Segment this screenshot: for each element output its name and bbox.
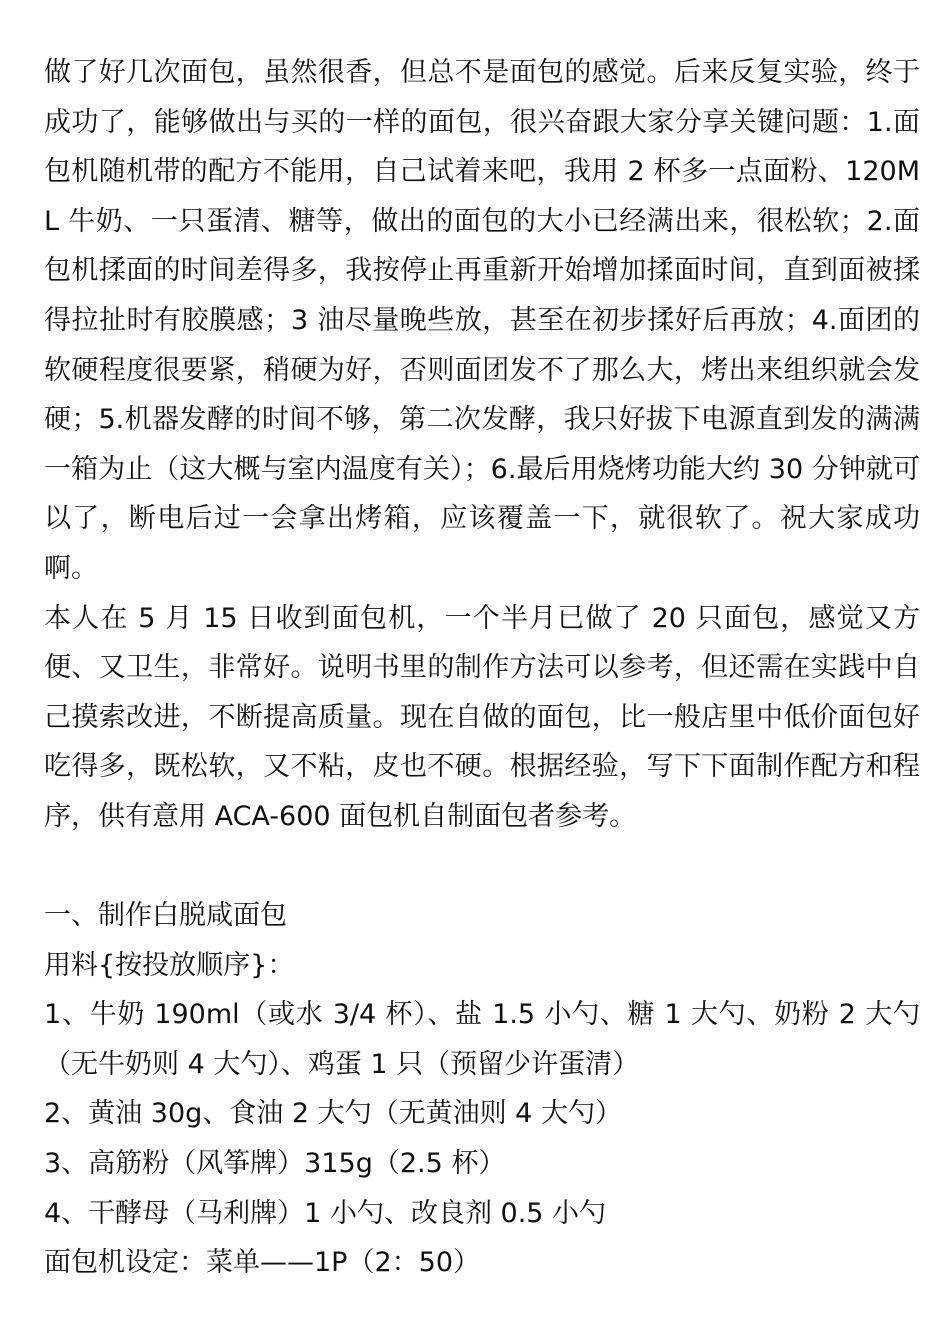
recipe-step-4: 4、干酵母（马利牌）1 小勺、改良剂 0.5 小勺 [44,1197,607,1229]
machine-setting: 面包机设定：菜单——1P（2：50） [44,1247,480,1279]
document-page [44,48,920,1288]
intro-paragraph: 做了好几次面包，虽然很香，但总不是面包的感觉。后来反复实验，终于成功了，能够做出与买的一样的面包，很兴奋跟大家分享关键问题：1.面包机随机带的配方不能用，自己试着来吧，我用 2 杯多一点面粉、120ML 牛奶、一只蛋清、糖等，做出的面包的大小已经满出来，很松软；2.面包机揉面的时间差得多，我按停止再重新开始增加揉面时间，直到面被揉得拉扯时有胶膜感；3 油尽量晚些放，甚至在初步揉好后再放；4.面团的软硬程度很要紧，稍硬为好，否则面团发不了那么大，烤出来组织就会发硬；5.机器发酵的时间不够，第二次发酵，我只好拔下电源直到发的满满一箱为止（这大概与室内温度有关）；6.最后用烧烤功能大约 30 分钟就可以了，断电后过一会拿出烤箱，应该覆盖一下，就很软了。祝大家成功啊。 [44,57,920,584]
recipe-step-1: 1、牛奶 190ml（或水 3/4 杯）、盐 1.5 小勺、糖 1 大勺、奶粉 2 大勺（无牛奶则 4 大勺）、鸡蛋 1 只（预留少许蛋清） [44,999,920,1080]
ingredients-label: 用料{按投放顺序}： [44,949,295,981]
blank-line [44,842,920,892]
recipe-step-3: 3、高筋粉（风筝牌）315g（2.5 杯） [44,1148,506,1180]
experience-paragraph: 本人在 5 月 15 日收到面包机，一个半月已做了 20 只面包，感觉又方便、又卫生，非常好。说明书里的制作方法可以参考，但还需在实践中自己摸索改进，不断提高质量。现在自做的面包，比一般店里中低价面包好吃得多，既松软，又不粘，皮也不硬。根据经验，写下下面制作配方和程序，供有意用 ACA-600 面包机自制面包者参考。 [44,602,920,832]
recipe-heading: 一、制作白脱咸面包 [44,900,287,932]
recipe-step-2: 2、黄油 30g、食油 2 大勺（无黄油则 4 大勺） [44,1098,622,1130]
